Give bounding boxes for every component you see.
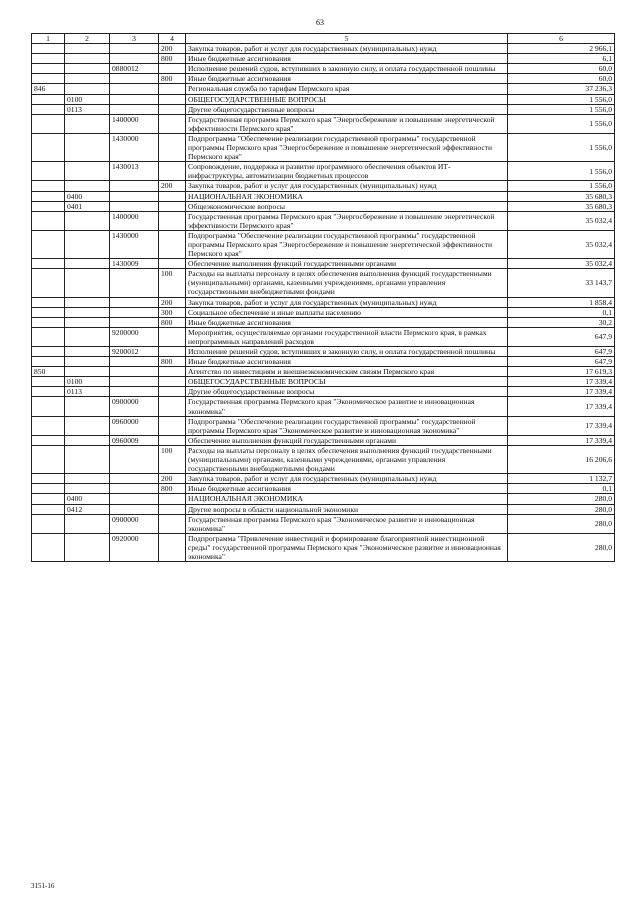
target-article-cell <box>110 357 159 367</box>
table-row <box>32 533 615 561</box>
column-number-row <box>32 34 615 44</box>
target-article-cell <box>110 44 159 54</box>
ministry-code-cell <box>32 259 65 269</box>
ministry-code-cell <box>32 44 65 54</box>
expense-type-cell: 800 <box>159 317 186 327</box>
expense-name-cell: Закупка товаров, работ и услуг для государственных (муниципальных) нужд <box>186 474 508 484</box>
expense-name-cell: Закупка товаров, работ и услуг для государственных (муниципальных) нужд <box>186 297 508 307</box>
table-row <box>32 133 615 161</box>
expense-type-cell <box>159 416 186 435</box>
ministry-code-cell <box>32 357 65 367</box>
amount-cell: 17 339,4 <box>508 416 615 435</box>
amount-cell: 1 556,0 <box>508 114 615 133</box>
target-article-cell <box>110 367 159 377</box>
section-code-cell <box>65 162 110 181</box>
budget-table <box>31 33 615 562</box>
section-code-cell: 0100 <box>65 94 110 104</box>
target-article-cell <box>110 74 159 84</box>
column-number-1: 1 <box>32 34 65 44</box>
table-row <box>32 94 615 104</box>
target-article-cell <box>110 474 159 484</box>
amount-cell: 2 966,1 <box>508 44 615 54</box>
ministry-code-cell <box>32 435 65 445</box>
ministry-code-cell <box>32 297 65 307</box>
table-row <box>32 317 615 327</box>
ministry-code-cell <box>32 64 65 74</box>
expense-type-cell: 200 <box>159 44 186 54</box>
table-row <box>32 484 615 494</box>
amount-cell: 1 556,0 <box>508 162 615 181</box>
amount-cell: 17 339,4 <box>508 387 615 397</box>
expense-name-cell: Государственная программа Пермского края "Энергосбережение и повышение энергетической эффективности Пермского края" <box>186 211 508 230</box>
section-code-cell <box>65 367 110 377</box>
amount-cell: 1 556,0 <box>508 181 615 191</box>
expense-type-cell <box>159 494 186 504</box>
section-code-cell <box>65 84 110 94</box>
section-code-cell: 0113 <box>65 387 110 397</box>
page-number: 63 <box>316 18 324 27</box>
section-code-cell <box>65 181 110 191</box>
footer-code: 3151-16 <box>31 882 55 890</box>
section-code-cell <box>65 347 110 357</box>
table-row <box>32 297 615 307</box>
ministry-code-cell <box>32 211 65 230</box>
amount-cell: 280,0 <box>508 494 615 504</box>
expense-type-cell: 100 <box>159 269 186 297</box>
section-code-cell: 0412 <box>65 504 110 514</box>
expense-type-cell <box>159 387 186 397</box>
section-code-cell <box>65 445 110 473</box>
ministry-code-cell <box>32 504 65 514</box>
table-row <box>32 191 615 201</box>
expense-name-cell: Подпрограмма "Обеспечение реализации государственной программы" государственной программы Пермского края "Энергосбережение и повышение энергетической эффективности Пермского края" <box>186 230 508 258</box>
column-number-6: 6 <box>508 34 615 44</box>
target-article-cell <box>110 104 159 114</box>
amount-cell: 35 032,4 <box>508 211 615 230</box>
target-article-cell <box>110 191 159 201</box>
ministry-code-cell <box>32 317 65 327</box>
amount-cell: 0,1 <box>508 484 615 494</box>
target-article-cell <box>110 94 159 104</box>
section-code-cell <box>65 64 110 74</box>
target-article-cell: 9200012 <box>110 347 159 357</box>
expense-name-cell: Расходы на выплаты персоналу в целях обеспечения выполнения функций государственными (муниципальными) органами, казенными учреждениями, органами управления государственными внебюджетными фондами <box>186 445 508 473</box>
table-row <box>32 514 615 533</box>
expense-name-cell: НАЦИОНАЛЬНАЯ ЭКОНОМИКА <box>186 494 508 504</box>
expense-name-cell: Сопровождение, поддержка и развитие программного обеспечения объектов ИТ-инфраструктуры, автоматизации бюджетных процессов <box>186 162 508 181</box>
target-article-cell: 1430013 <box>110 162 159 181</box>
expense-name-cell: Мероприятия, осуществляемые органами государственной власти Пермского края, в рамках непрограммных направлений расходов <box>186 327 508 346</box>
target-article-cell: 1430000 <box>110 133 159 161</box>
target-article-cell: 1430000 <box>110 230 159 258</box>
expense-name-cell: Иные бюджетные ассигнования <box>186 317 508 327</box>
target-article-cell <box>110 269 159 297</box>
expense-type-cell: 800 <box>159 74 186 84</box>
expense-type-cell <box>159 133 186 161</box>
column-number-5: 5 <box>186 34 508 44</box>
section-code-cell <box>65 514 110 533</box>
target-article-cell <box>110 377 159 387</box>
section-code-cell <box>65 484 110 494</box>
table-row <box>32 416 615 435</box>
expense-name-cell: Региональная служба по тарифам Пермского края <box>186 84 508 94</box>
section-code-cell: 0113 <box>65 104 110 114</box>
expense-name-cell: Иные бюджетные ассигнования <box>186 357 508 367</box>
expense-type-cell: 200 <box>159 474 186 484</box>
section-code-cell <box>65 74 110 84</box>
expense-type-cell <box>159 347 186 357</box>
target-article-cell: 1430009 <box>110 259 159 269</box>
section-code-cell <box>65 54 110 64</box>
amount-cell: 0,1 <box>508 307 615 317</box>
expense-type-cell <box>159 504 186 514</box>
expense-name-cell: Другие общегосударственные вопросы <box>186 104 508 114</box>
amount-cell: 37 236,3 <box>508 84 615 94</box>
target-article-cell <box>110 387 159 397</box>
expense-type-cell <box>159 211 186 230</box>
table-row <box>32 181 615 191</box>
expense-name-cell: Иные бюджетные ассигнования <box>186 54 508 64</box>
expense-name-cell: Государственная программа Пермского края "Экономическое развитие и инновационная экономика" <box>186 514 508 533</box>
section-code-cell: 0400 <box>65 191 110 201</box>
section-code-cell <box>65 230 110 258</box>
amount-cell: 60,0 <box>508 64 615 74</box>
expense-name-cell: Обеспечение выполнения функций государственными органами <box>186 259 508 269</box>
expense-type-cell: 300 <box>159 307 186 317</box>
section-code-cell <box>65 259 110 269</box>
ministry-code-cell <box>32 484 65 494</box>
table-row <box>32 474 615 484</box>
expense-type-cell: 200 <box>159 181 186 191</box>
ministry-code-cell <box>32 201 65 211</box>
amount-cell: 17 339,4 <box>508 397 615 416</box>
target-article-cell <box>110 181 159 191</box>
ministry-code-cell <box>32 397 65 416</box>
table-row <box>32 84 615 94</box>
target-article-cell: 0880012 <box>110 64 159 74</box>
section-code-cell <box>65 357 110 367</box>
expense-name-cell: ОБЩЕГОСУДАРСТВЕННЫЕ ВОПРОСЫ <box>186 377 508 387</box>
table-row <box>32 445 615 473</box>
expense-name-cell: НАЦИОНАЛЬНАЯ ЭКОНОМИКА <box>186 191 508 201</box>
amount-cell: 1 556,0 <box>508 94 615 104</box>
amount-cell: 17 339,4 <box>508 377 615 387</box>
ministry-code-cell <box>32 191 65 201</box>
ministry-code-cell <box>32 377 65 387</box>
amount-cell: 33 143,7 <box>508 269 615 297</box>
target-article-cell: 0920000 <box>110 533 159 561</box>
ministry-code-cell <box>32 230 65 258</box>
target-article-cell <box>110 297 159 307</box>
section-code-cell <box>65 317 110 327</box>
amount-cell: 6,1 <box>508 54 615 64</box>
table-row <box>32 54 615 64</box>
section-code-cell <box>65 327 110 346</box>
expense-type-cell: 200 <box>159 297 186 307</box>
ministry-code-cell <box>32 416 65 435</box>
expense-name-cell: Другие вопросы в области национальной экономики <box>186 504 508 514</box>
target-article-cell <box>110 201 159 211</box>
ministry-code-cell <box>32 533 65 561</box>
target-article-cell <box>110 484 159 494</box>
expense-name-cell: Исполнение решений судов, вступивших в законную силу, и оплата государственной пошлины <box>186 347 508 357</box>
expense-type-cell <box>159 162 186 181</box>
table-row <box>32 211 615 230</box>
expense-name-cell: Расходы на выплаты персоналу в целях обеспечения выполнения функций государственными (муниципальными) органами, казенными учреждениями, органами управления государственными внебюджетными фондами <box>186 269 508 297</box>
amount-cell: 60,0 <box>508 74 615 84</box>
table-row <box>32 327 615 346</box>
target-article-cell <box>110 84 159 94</box>
ministry-code-cell <box>32 327 65 346</box>
ministry-code-cell <box>32 307 65 317</box>
section-code-cell: 0401 <box>65 201 110 211</box>
section-code-cell <box>65 269 110 297</box>
expense-type-cell <box>159 114 186 133</box>
section-code-cell <box>65 44 110 54</box>
expense-name-cell: Другие общегосударственные вопросы <box>186 387 508 397</box>
amount-cell: 16 206,6 <box>508 445 615 473</box>
ministry-code-cell <box>32 514 65 533</box>
table-row <box>32 269 615 297</box>
section-code-cell <box>65 474 110 484</box>
expense-name-cell: Закупка товаров, работ и услуг для государственных (муниципальных) нужд <box>186 181 508 191</box>
section-code-cell: 0400 <box>65 494 110 504</box>
ministry-code-cell <box>32 494 65 504</box>
ministry-code-cell <box>32 474 65 484</box>
target-article-cell <box>110 504 159 514</box>
table-row <box>32 104 615 114</box>
section-code-cell <box>65 133 110 161</box>
amount-cell: 1 556,0 <box>508 104 615 114</box>
expense-name-cell: Государственная программа Пермского края "Экономическое развитие и инновационная экономика" <box>186 397 508 416</box>
amount-cell: 647,9 <box>508 327 615 346</box>
amount-cell: 647,9 <box>508 357 615 367</box>
amount-cell: 280,0 <box>508 533 615 561</box>
section-code-cell <box>65 114 110 133</box>
expense-type-cell <box>159 64 186 74</box>
section-code-cell <box>65 416 110 435</box>
expense-name-cell: Закупка товаров, работ и услуг для государственных (муниципальных) нужд <box>186 44 508 54</box>
amount-cell: 647,9 <box>508 347 615 357</box>
table-row <box>32 64 615 74</box>
table-row <box>32 367 615 377</box>
amount-cell: 30,2 <box>508 317 615 327</box>
table-row <box>32 347 615 357</box>
table-row <box>32 307 615 317</box>
amount-cell: 35 680,3 <box>508 191 615 201</box>
table-body <box>32 34 615 562</box>
expense-type-cell <box>159 104 186 114</box>
expense-type-cell: 100 <box>159 445 186 473</box>
table-row <box>32 435 615 445</box>
amount-cell: 35 032,4 <box>508 259 615 269</box>
column-number-3: 3 <box>110 34 159 44</box>
expense-name-cell: Подпрограмма "Обеспечение реализации государственной программы" государственной программы Пермского края "Экономическое развитие и инновационная экономика" <box>186 416 508 435</box>
target-article-cell: 0900000 <box>110 514 159 533</box>
target-article-cell <box>110 445 159 473</box>
table-row <box>32 74 615 84</box>
amount-cell: 280,0 <box>508 514 615 533</box>
section-code-cell <box>65 211 110 230</box>
table-row <box>32 230 615 258</box>
section-code-cell <box>65 307 110 317</box>
expense-type-cell <box>159 367 186 377</box>
section-code-cell <box>65 435 110 445</box>
expense-name-cell: Подпрограмма "Обеспечение реализации государственной программы" государственной программы Пермского края "Энергосбережение и повышение энергетической эффективности Пермского края" <box>186 133 508 161</box>
ministry-code-cell <box>32 104 65 114</box>
ministry-code-cell: 846 <box>32 84 65 94</box>
ministry-code-cell <box>32 269 65 297</box>
expense-type-cell: 800 <box>159 484 186 494</box>
target-article-cell: 9200000 <box>110 327 159 346</box>
expense-name-cell: Иные бюджетные ассигнования <box>186 74 508 84</box>
amount-cell: 35 032,4 <box>508 230 615 258</box>
section-code-cell <box>65 533 110 561</box>
expense-type-cell <box>159 533 186 561</box>
expense-type-cell <box>159 327 186 346</box>
expense-type-cell <box>159 259 186 269</box>
ministry-code-cell: 850 <box>32 367 65 377</box>
expense-name-cell: Подпрограмма "Привлечение инвестиций и формирование благоприятной инвестиционной среды" государственной программы Пермского края "Экономическое развитие и инновационная экономика" <box>186 533 508 561</box>
expense-name-cell: ОБЩЕГОСУДАРСТВЕННЫЕ ВОПРОСЫ <box>186 94 508 104</box>
target-article-cell <box>110 317 159 327</box>
expense-name-cell: Исполнение решений судов, вступивших в законную силу, и оплата государственной пошлины <box>186 64 508 74</box>
expense-name-cell: Агентство по инвестициям и внешнеэкономическим связям Пермского края <box>186 367 508 377</box>
ministry-code-cell <box>32 133 65 161</box>
target-article-cell <box>110 494 159 504</box>
expense-name-cell: Обеспечение выполнения функций государственными органами <box>186 435 508 445</box>
column-number-2: 2 <box>65 34 110 44</box>
table-row <box>32 114 615 133</box>
table-row <box>32 377 615 387</box>
expense-type-cell <box>159 397 186 416</box>
target-article-cell: 0900000 <box>110 397 159 416</box>
ministry-code-cell <box>32 74 65 84</box>
expense-type-cell <box>159 84 186 94</box>
section-code-cell <box>65 397 110 416</box>
expense-type-cell <box>159 514 186 533</box>
expense-name-cell: Государственная программа Пермского края "Энергосбережение и повышение энергетической эффективности Пермского края" <box>186 114 508 133</box>
expense-type-cell: 800 <box>159 357 186 367</box>
expense-name-cell: Иные бюджетные ассигнования <box>186 484 508 494</box>
amount-cell: 35 680,3 <box>508 201 615 211</box>
ministry-code-cell <box>32 162 65 181</box>
expense-type-cell <box>159 201 186 211</box>
target-article-cell <box>110 54 159 64</box>
table-row <box>32 201 615 211</box>
table-row <box>32 494 615 504</box>
table-row <box>32 397 615 416</box>
ministry-code-cell <box>32 114 65 133</box>
section-code-cell <box>65 297 110 307</box>
table-row <box>32 162 615 181</box>
target-article-cell: 1400000 <box>110 211 159 230</box>
table-row <box>32 504 615 514</box>
table-row <box>32 44 615 54</box>
expense-name-cell: Социальное обеспечение и иные выплаты населению <box>186 307 508 317</box>
amount-cell: 280,0 <box>508 504 615 514</box>
amount-cell: 1 556,0 <box>508 133 615 161</box>
ministry-code-cell <box>32 445 65 473</box>
expense-type-cell <box>159 191 186 201</box>
table-row <box>32 259 615 269</box>
section-code-cell: 0100 <box>65 377 110 387</box>
ministry-code-cell <box>32 387 65 397</box>
ministry-code-cell <box>32 54 65 64</box>
expense-type-cell <box>159 377 186 387</box>
ministry-code-cell <box>32 347 65 357</box>
ministry-code-cell <box>32 181 65 191</box>
expense-name-cell: Общеэкономические вопросы <box>186 201 508 211</box>
column-number-4: 4 <box>159 34 186 44</box>
target-article-cell: 0960009 <box>110 435 159 445</box>
amount-cell: 17 619,3 <box>508 367 615 377</box>
target-article-cell <box>110 307 159 317</box>
amount-cell: 1 858,4 <box>508 297 615 307</box>
target-article-cell: 1400000 <box>110 114 159 133</box>
expense-type-cell <box>159 230 186 258</box>
ministry-code-cell <box>32 94 65 104</box>
table-row <box>32 387 615 397</box>
amount-cell: 1 132,7 <box>508 474 615 484</box>
expense-type-cell: 800 <box>159 54 186 64</box>
target-article-cell: 0960000 <box>110 416 159 435</box>
amount-cell: 17 339,4 <box>508 435 615 445</box>
table-row <box>32 357 615 367</box>
expense-type-cell <box>159 94 186 104</box>
expense-type-cell <box>159 435 186 445</box>
